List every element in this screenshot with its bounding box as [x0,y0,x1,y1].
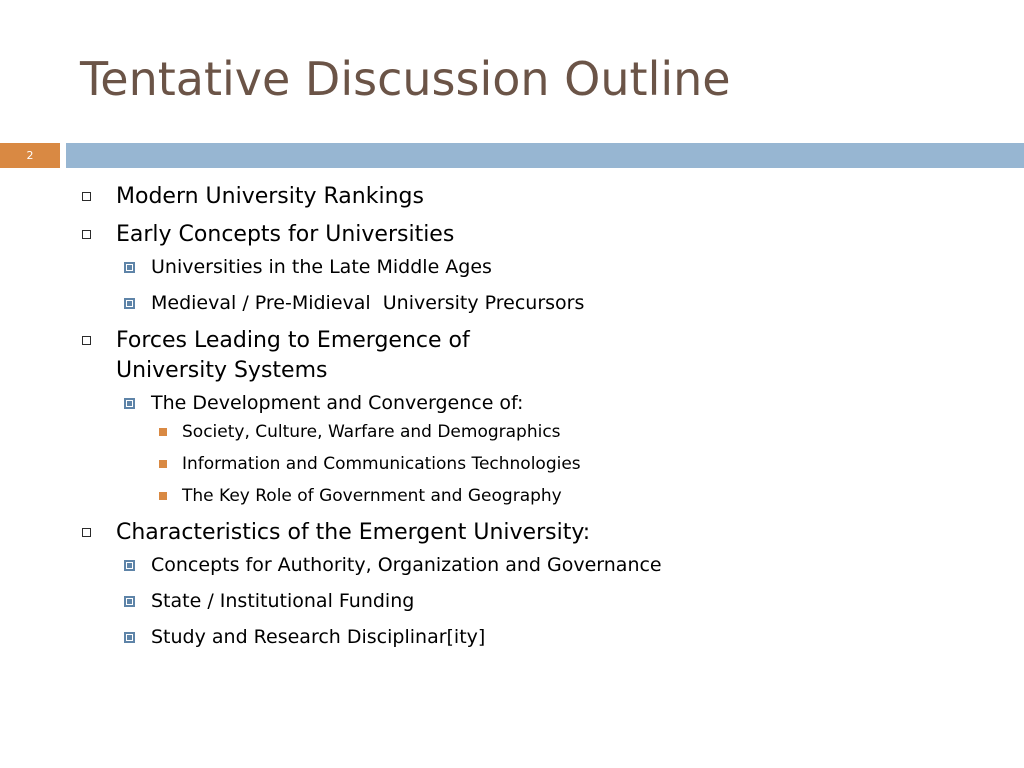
outline-subitem-text: The Development and Convergence of: [151,392,524,414]
outline-subitem-text: Concepts for Authority, Organization and Governance [151,554,662,576]
square-bullet-icon [124,560,135,571]
hollow-square-bullet-icon [82,336,91,345]
hollow-square-bullet-icon [82,230,91,239]
outline-item [80,182,1000,212]
outline-subsubitem-text: The Key Role of Government and Geography [182,486,562,506]
outline-subsubitem-text: Information and Communications Technologies [182,454,581,474]
outline-item-text: Forces Leading to Emergence of University Systems [116,328,470,383]
outline-item-text: Early Concepts for Universities [116,222,455,247]
square-bullet-icon [124,298,135,309]
square-bullet-icon [124,398,135,409]
square-bullet-icon [124,262,135,273]
outline-subitem [116,552,1000,578]
outline-subitem-text: State / Institutional Funding [151,590,415,612]
orange-square-bullet-icon [159,460,167,468]
outline-subitem-text: Universities in the Late Middle Ages [151,256,492,278]
outline-item [80,220,1000,316]
outline-subitem [116,624,1000,650]
slide-number-badge: 2 [0,143,60,168]
square-bullet-icon [124,632,135,643]
outline-item [80,518,1000,650]
outline-subsubitem [151,420,1000,444]
outline-list [80,182,1000,660]
square-bullet-icon [124,596,135,607]
header-bar [66,143,1024,168]
page-title: Tentative Discussion Outline [80,52,731,106]
outline-subsubitem [151,452,1000,476]
orange-square-bullet-icon [159,492,167,500]
outline-subitem-text: Medieval / Pre-Midieval University Precursors [151,292,585,314]
orange-square-bullet-icon [159,428,167,436]
hollow-square-bullet-icon [82,528,91,537]
outline-subitem [116,254,1000,280]
outline-subitem [116,588,1000,614]
outline-subsubitem-text: Society, Culture, Warfare and Demographics [182,422,561,442]
outline-item-text: Modern University Rankings [116,184,424,209]
outline-item [80,326,1000,508]
outline-item-text: Characteristics of the Emergent University: [116,520,591,545]
outline-subitem [116,290,1000,316]
outline-subitem-text: Study and Research Disciplinar[ity] [151,626,486,648]
outline-subsubitem [151,484,1000,508]
outline-subitem [116,390,1000,508]
hollow-square-bullet-icon [82,192,91,201]
